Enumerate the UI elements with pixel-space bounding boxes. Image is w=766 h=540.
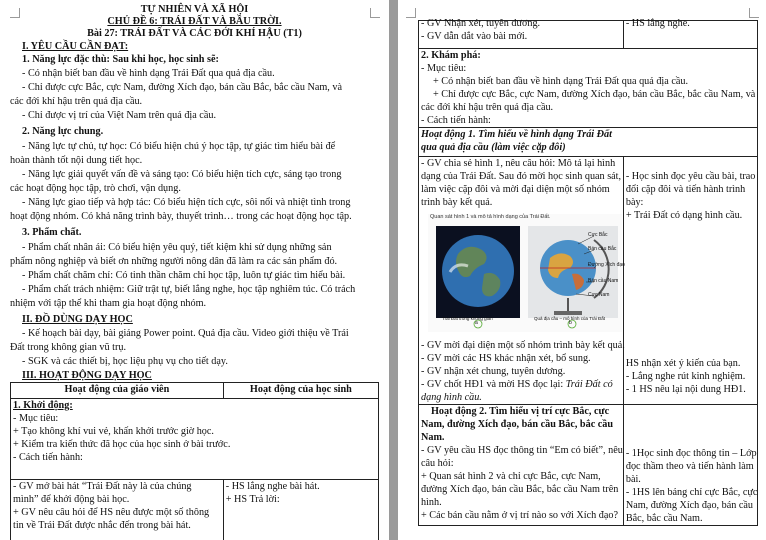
cell-line: đọc thầm theo và tiến hành làm xyxy=(625,461,754,472)
cell-line: Bắc, bắc cầu Nam. xyxy=(625,513,703,524)
cell-line: + Chỉ được cực Bắc, cực Nam, đường Xích đạo, bán cầu Bắc, bắc cầu Nam, và xyxy=(433,89,756,100)
cell-line: tin về Trái Đất được nhắc đến trong bài hát. xyxy=(13,520,191,531)
cell-line: - GV mời đại diện một số nhóm trình bày kết quả. xyxy=(421,340,625,351)
cell-line: + HS Trả lời: xyxy=(225,494,280,505)
table-row xyxy=(419,49,758,128)
cell-line: - Lắng nghe rút kinh nghiệm. xyxy=(625,371,746,382)
cell-line: - 1 HS nêu lại nội dung HĐ1. xyxy=(625,384,746,395)
table-row xyxy=(11,399,379,480)
label-south-pole: Cực Nam xyxy=(588,292,610,298)
activity-title: Nam, đường Xích đạo, bán cầu Bắc, bắc cầu xyxy=(421,419,614,430)
text-line: - Chỉ được cực Bắc, cực Nam, đường Xích đạo, bán cầu Bắc, bắc cầu Nam, và xyxy=(22,82,342,93)
cell-line: dạng hình cầu. xyxy=(421,392,482,403)
cell-line: - GV mở bài hát “Trái Đất này là của chúng xyxy=(13,481,192,492)
cell-line: - GV chia sẻ hình 1, nêu câu hỏi: Mô tả lại hình xyxy=(421,158,616,169)
cell-line: - Mục tiêu: xyxy=(421,63,467,74)
cell-line: - HS lắng nghe. xyxy=(625,18,690,29)
text-line: - Kế hoạch bài dạy, bài giảng Power point. Quả địa cầu. Video giới thiệu về Trái xyxy=(22,328,349,339)
figure-mark-b: b xyxy=(569,320,572,326)
text-line: - Năng lực giải quyết vấn đề và sáng tạo: Có biểu hiện tích cực, sáng tạo trong xyxy=(22,169,342,180)
activity-title: Hoạt động 1. Tìm hiểu về hình dạng Trái Đất xyxy=(421,129,612,140)
label-north-hemisphere: Bán cầu Bắc xyxy=(588,246,617,252)
cell-line: + Các bán cầu nằm ở vị trí nào so với Xích đạo? xyxy=(421,510,619,521)
cell-line: mình” để khởi động bài học. xyxy=(13,494,130,505)
label-equator: Đường Xích đạo xyxy=(588,262,625,268)
figure-caption-top: Quan sát hình 1 và mô tả hình dạng của Trái Đất. xyxy=(430,214,551,220)
cell-line: - Cách tiến hành: xyxy=(13,452,83,463)
cell-line: 2. Khám phá: xyxy=(421,50,481,61)
cell-line: - 1HS lên bảng chỉ cực Bắc, cực xyxy=(625,487,758,498)
lesson-title: Bài 27: TRÁI ĐẤT VÀ CÁC ĐỚI KHÍ HẬU (T1) xyxy=(87,28,302,39)
cell-line: 1. Khởi động: xyxy=(13,400,73,411)
text-line: - Phẩm chất nhân ái: Có biểu hiện yêu quý, tiết kiệm khi sử dụng những sản xyxy=(22,242,332,253)
text-line: - Năng lực giao tiếp và hợp tác: Có biểu hiện tích cực, sôi nổi và nhiệt tình trong xyxy=(22,197,351,208)
cell-line: + Tạo không khí vui vẻ, khấn khởi trước giờ học. xyxy=(13,426,214,437)
cell-line: hình. xyxy=(421,497,442,508)
text-line: Đất trong không gian vũ trụ. xyxy=(10,342,127,353)
cell-line: - HS lắng nghe bài hát. xyxy=(225,481,320,492)
table-header: Hoạt động của học sinh xyxy=(223,383,378,399)
cell-line: câu hỏi: xyxy=(421,458,454,469)
topic-title: CHỦ ĐỀ 6: TRÁI ĐẤT VÀ BẦU TRỜI. xyxy=(107,16,282,27)
text-line: - Phẩm chất trách nhiệm: Giữ trật tự, biết lắng nghe, học tập nghiêm túc. Có trách xyxy=(22,284,356,295)
subsection-heading: 1. Năng lực đặc thù: Sau khi học, học sinh sẽ: xyxy=(22,54,219,65)
table-row xyxy=(623,18,757,49)
cell-line: Nam, đường Xích đạo, bán cầu xyxy=(625,500,754,511)
section-heading: II. ĐỒ DÙNG DẠY HỌC xyxy=(22,314,133,325)
earth-figure xyxy=(428,214,625,332)
subsection-heading: 2. Năng lực chung. xyxy=(22,126,104,137)
cell-line: - GV dẫn dắt vào bài mới. xyxy=(421,31,528,42)
cell-line: - GV mời các HS khác nhận xét, bổ sung. xyxy=(421,353,591,364)
table-row xyxy=(623,157,757,405)
cell-line: đổi cặp đôi và tiến hành trình xyxy=(625,184,746,195)
cell-line: dạng của Trái Đất. Sau đó mời học sinh quan sát, xyxy=(421,171,622,182)
table-row xyxy=(623,405,757,526)
margin-mark xyxy=(406,8,416,18)
cell-line: bày: xyxy=(625,197,644,208)
text-line: hoạt động nhóm. Có khả năng trình bày, thuyết trình… trong các hoạt động học tập. xyxy=(10,211,352,222)
subject-title: TỰ NHIÊN VÀ XÃ HỘI xyxy=(140,4,249,15)
cell-line: trình bày kết quả. xyxy=(421,197,493,208)
cell-line: + Quan sát hình 2 và chỉ cực Bắc, cực Nam, xyxy=(421,471,601,482)
figure-mark-a: a xyxy=(475,320,478,326)
text-line: - Năng lực tự chủ, tự học: Có biểu hiện chú ý học tập, tự giác tìm hiểu bài để xyxy=(22,141,336,152)
cell-line: - 1Học sinh đọc thông tin – Lớp xyxy=(625,448,757,459)
activity-title: qua quả địa cầu (làm việc cặp đôi) xyxy=(421,142,566,153)
cell-line: - GV nhận xét chung, tuyên dương. xyxy=(421,366,566,377)
cell-line: + Kiểm tra kiến thức đã học của học sinh ở bài trước. xyxy=(13,439,231,450)
text-line: phẩm nông nghiệp và biết ơn những người nông dân đã làm ra các sản phẩm đó. xyxy=(10,256,338,267)
text-line: - Phẩm chất chăm chỉ: Có tinh thần chăm chỉ học tập, luôn tự giác tìm hiểu bài. xyxy=(22,270,346,281)
cell-line: + Trái Đất có dạng hình cầu. xyxy=(625,210,743,221)
figure-caption-b: Quả địa cầu – mô hình của Trái Đất xyxy=(534,316,606,321)
cell-line: các đới khí hậu trên quả địa cầu. xyxy=(421,102,554,113)
section-heading: I. YÊU CẦU CẦN ĐẠT: xyxy=(22,41,129,52)
figure-caption-a: Trái Đất trong không gian xyxy=(442,316,493,321)
cell-line: - Mục tiêu: xyxy=(13,413,59,424)
label-south-hemisphere: Bán cầu Nam xyxy=(588,278,619,284)
cell-line: - GV Nhận xét, tuyên dương. xyxy=(421,18,541,29)
text-line: các đới khí hậu trên quả địa cầu. xyxy=(10,96,143,107)
table-row xyxy=(419,128,758,157)
activity-title: Hoạt động 2. Tìm hiểu vị trí cực Bắc, cực xyxy=(431,406,610,417)
table-header: Hoạt động của giáo viên xyxy=(11,383,224,399)
cell-line: - GV chốt HĐ1 và mời HS đọc lại: Trái Đất có xyxy=(421,379,613,390)
cell-line: bài. xyxy=(625,474,641,485)
table-row xyxy=(11,480,224,540)
activity-table xyxy=(10,382,379,540)
cell-line: - Cách tiến hành: xyxy=(421,115,491,126)
label-north-pole: Cực Bắc xyxy=(588,232,608,238)
text-line: các hoạt động học tập, trò chơi, vận dụng. xyxy=(10,183,181,194)
earth-globe xyxy=(442,235,514,307)
cell-line: làm việc cặp đôi và mời đại diện một số nhóm xyxy=(421,184,610,195)
cell-line: - GV yêu cầu HS đọc thông tin “Em có biết”, nêu xyxy=(421,445,623,456)
text-line: - Chỉ được vị trí của Việt Nam trên quả địa cầu. xyxy=(22,110,216,121)
text-line: hoàn thành tốt nội dung tiết học. xyxy=(10,155,143,166)
cell-line: HS nhận xét ý kiến của bạn. xyxy=(625,358,741,369)
cell-line: + Có nhận biết ban đầu về hình dạng Trái Đất qua quả địa cầu. xyxy=(433,76,689,87)
text-line: nhiệm với tập thể khi tham gia hoạt động nhóm. xyxy=(10,298,207,309)
text-line: - Có nhận biết ban đầu về hình dạng Trái Đất qua quả địa cầu. xyxy=(22,68,275,79)
subsection-heading: 3. Phẩm chất. xyxy=(22,227,82,238)
cell-line: + GV nêu câu hỏi để HS nêu được một số thông xyxy=(13,507,210,518)
cell-line: - Học sinh đọc yêu cầu bài, trao xyxy=(625,171,756,182)
table-row xyxy=(419,18,624,49)
cell-line: đường Xích đạo, bán cầu Bắc, bắc cầu Nam trên xyxy=(421,484,619,495)
table-row xyxy=(419,405,624,526)
text-line: - SGK và các thiết bị, học liệu phụ vụ cho tiết dạy. xyxy=(22,356,228,367)
activity-title: Nam. xyxy=(421,432,445,443)
section-heading: III. HOẠT ĐỘNG DẠY HỌC xyxy=(22,370,152,381)
table-row xyxy=(223,480,378,540)
